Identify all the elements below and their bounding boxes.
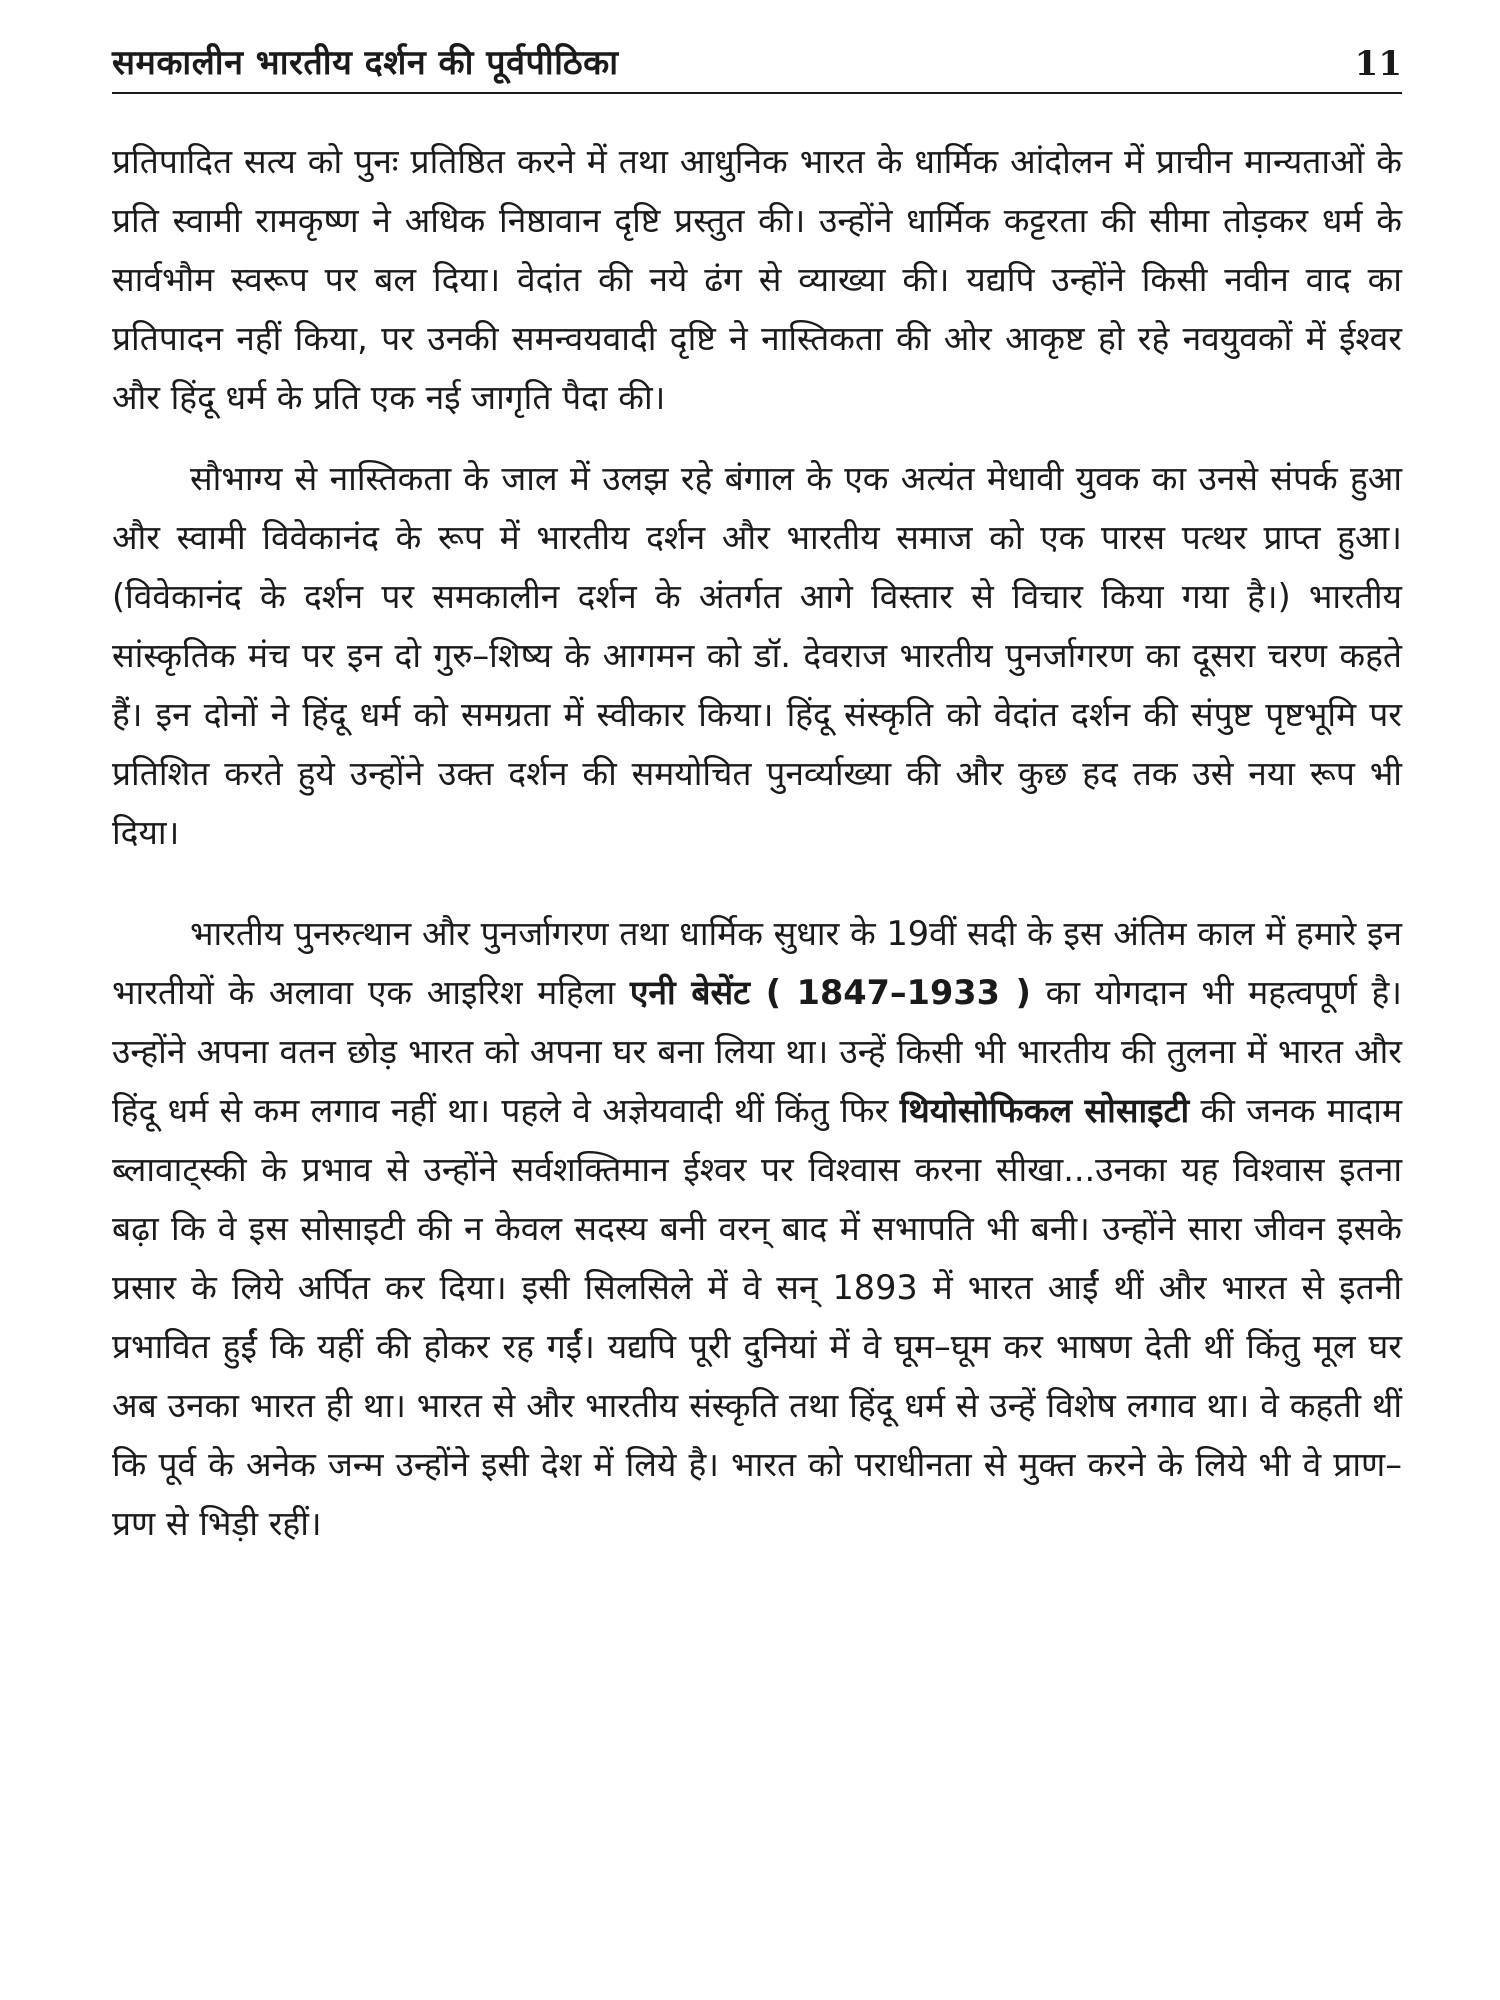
paragraph-3-text-2: का योगदान भी महत्वपूर्ण है। उन्होंने अपना वतन छोड़ भारत को अपना घर बना लिया था। उन्हें किसी भी भारतीय की तुलना में भारत और हिंदू धर्म से कम लगाव नहीं था। पहले वे अज्ञेयवादी थीं किंतु फिर bbox=[112, 973, 1403, 1130]
chapter-title: समकालीन भारतीय दर्शन की पूर्वपीठिका bbox=[112, 43, 619, 83]
bold-theosophical-society: थियोसोफिकल सोसाइटी bbox=[899, 1091, 1190, 1130]
paragraph-3 bbox=[112, 904, 1402, 1553]
running-header bbox=[112, 40, 1402, 94]
paragraph-1: प्रतिपादित सत्य को पुनः प्रतिष्ठित करने में तथा आधुनिक भारत के धार्मिक आंदोलन में प्राचीन मान्यताओं के प्रति स्वामी रामकृष्ण ने अधिक निष्ठावान दृष्टि प्रस्तुत की। उन्होंने धार्मिक कट्टरता की सीमा तोड़कर धर्म के सार्वभौम स्वरूप पर बल दिया। वेदांत की नये ढंग से व्याख्या की। यद्यपि उन्होंने किसी नवीन वाद का प्रतिपादन नहीं किया, पर उनकी समन्वयवादी दृष्टि ने नास्तिकता की ओर आकृष्ट हो रहे नवयुवकों में ईश्वर और हिंदू धर्म के प्रति एक नई जागृति पैदा की। bbox=[112, 142, 1402, 417]
bold-name-annie-besant: एनी बेसेंट ( 1847–1933 ) bbox=[629, 973, 1031, 1012]
paragraph-2: सौभाग्य से नास्तिकता के जाल में उलझ रहे बंगाल के एक अत्यंत मेधावी युवक का उनसे संपर्क हुआ और स्वामी विवेकानंद के रूप में भारतीय दर्शन और भारतीय समाज को एक पारस पत्थर प्राप्त हुआ। (विवेकानंद के दर्शन पर समकालीन दर्शन के अंतर्गत आगे विस्तार से विचार किया गया है।) भारतीय सांस्कृतिक मंच पर इन दो गुरु–शिष्य के आगमन को डॉ. देवराज भारतीय पुनर्जागरण का दूसरा चरण कहते हैं। इन दोनों ने हिंदू धर्म को समग्रता में स्वीकार किया। हिंदू संस्कृति को वेदांत दर्शन की संपुष्ट पृष्टभूमि पर प्रतिशित करते हुये उन्होंने उक्त दर्शन की समयोचित पुनर्व्याख्या की और कुछ हद तक उसे नया रूप भी दिया। bbox=[112, 459, 1402, 852]
book-page bbox=[112, 40, 1402, 1960]
paragraph-3-text-1: भारतीय पुनरुत्थान और पुनर्जागरण तथा धार्मिक सुधार के 19वीं सदी के इस अंतिम काल में हमारे इन भारतीयों के अलावा एक आइरिश महिला bbox=[112, 914, 1402, 1012]
paragraph-3-text-3: की जनक मादाम ब्लावाट्स्की के प्रभाव से उन्होंने सर्वशक्तिमान ईश्वर पर विश्वास करना सीखा...उनका यह विश्वास इतना बढ़ा कि वे इस सोसाइटी की न केवल सदस्य बनी वरन् बाद में सभापति भी बनी। उन्होंने सारा जीवन इसके प्रसार के लिये अर्पित कर दिया। इसी सिलसिले में वे सन् 1893 में भारत आईं थीं और भारत से इतनी प्रभावित हुईं कि यहीं की होकर रह गईं। यद्यपि पूरी दुनियां में वे घूम–घूम कर भाषण देती थीं किंतु मूल घर अब उनका भारत ही था। भारत से और भारतीय संस्कृति तथा हिंदू धर्म से उन्हें विशेष लगाव था। वे कहती थीं कि पूर्व के अनेक जन्म उन्होंने इसी देश में लिये है। भारत को पराधीनता से मुक्त करने के लिये भी वे प्राण–प्रण से भिड़ी रहीं। bbox=[112, 1091, 1402, 1543]
page-number: 11 bbox=[1354, 44, 1402, 84]
body-text bbox=[112, 132, 1402, 1553]
